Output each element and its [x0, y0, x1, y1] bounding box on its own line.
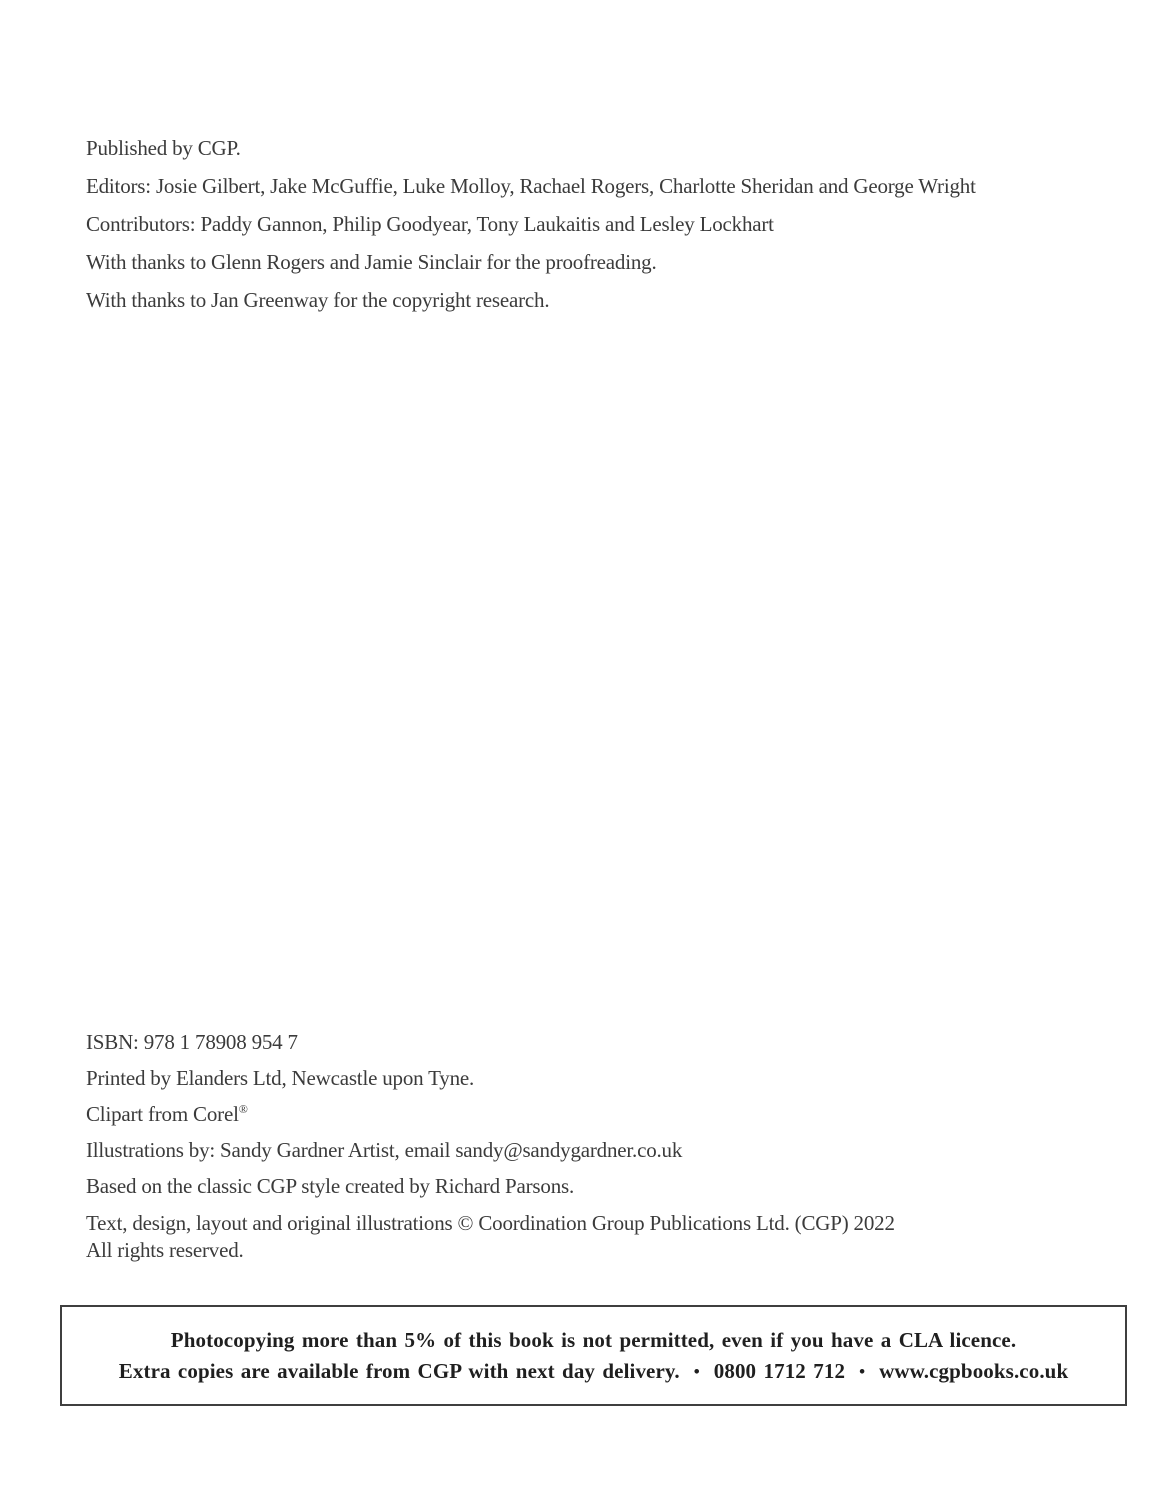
notice-website-url: www.cgpbooks.co.uk	[879, 1358, 1069, 1383]
publication-credits-block	[86, 136, 1106, 326]
thanks-copyright-line: With thanks to Jan Greenway for the copyright research.	[86, 288, 550, 312]
bullet-separator: •	[859, 1361, 866, 1381]
copyright-statement	[86, 1210, 1106, 1264]
isbn-line: ISBN: 978 1 78908 954 7	[86, 1030, 298, 1054]
photocopying-notice-box	[60, 1305, 1127, 1406]
copyright-line-2: All rights reserved.	[86, 1238, 244, 1262]
illustrations-line: Illustrations by: Sandy Gardner Artist, email sandy@sandygardner.co.uk	[86, 1138, 683, 1162]
contributors-line: Contributors: Paddy Gannon, Philip Goodyear, Tony Laukaitis and Lesley Lockhart	[86, 212, 774, 236]
printed-by-line: Printed by Elanders Ltd, Newcastle upon Tyne.	[86, 1066, 475, 1090]
bullet-separator: •	[693, 1361, 700, 1381]
notice-line-1: Photocopying more than 5% of this book is not permitted, even if you have a CLA licence.	[170, 1327, 1017, 1352]
copyright-line-1: Text, design, layout and original illustrations © Coordination Group Publications Ltd. (CGP) 2022	[86, 1211, 895, 1235]
based-on-line: Based on the classic CGP style created by Richard Parsons.	[86, 1174, 575, 1198]
registered-trademark-symbol: ®	[238, 1102, 248, 1116]
notice-extra-copies-text: Extra copies are available from CGP with next day delivery.	[118, 1358, 680, 1383]
editors-line: Editors: Josie Gilbert, Jake McGuffie, Luke Molloy, Rachael Rogers, Charlotte Sheridan and George Wright	[86, 174, 976, 198]
imprint-details-block	[86, 1030, 1106, 1276]
published-by-line: Published by CGP.	[86, 136, 241, 160]
notice-line-2	[119, 1356, 1068, 1387]
clipart-line	[86, 1102, 1106, 1126]
thanks-proofreading-line: With thanks to Glenn Rogers and Jamie Sinclair for the proofreading.	[86, 250, 657, 274]
clipart-text: Clipart from Corel	[86, 1102, 239, 1126]
notice-phone-number: 0800 1712 712	[713, 1358, 846, 1383]
